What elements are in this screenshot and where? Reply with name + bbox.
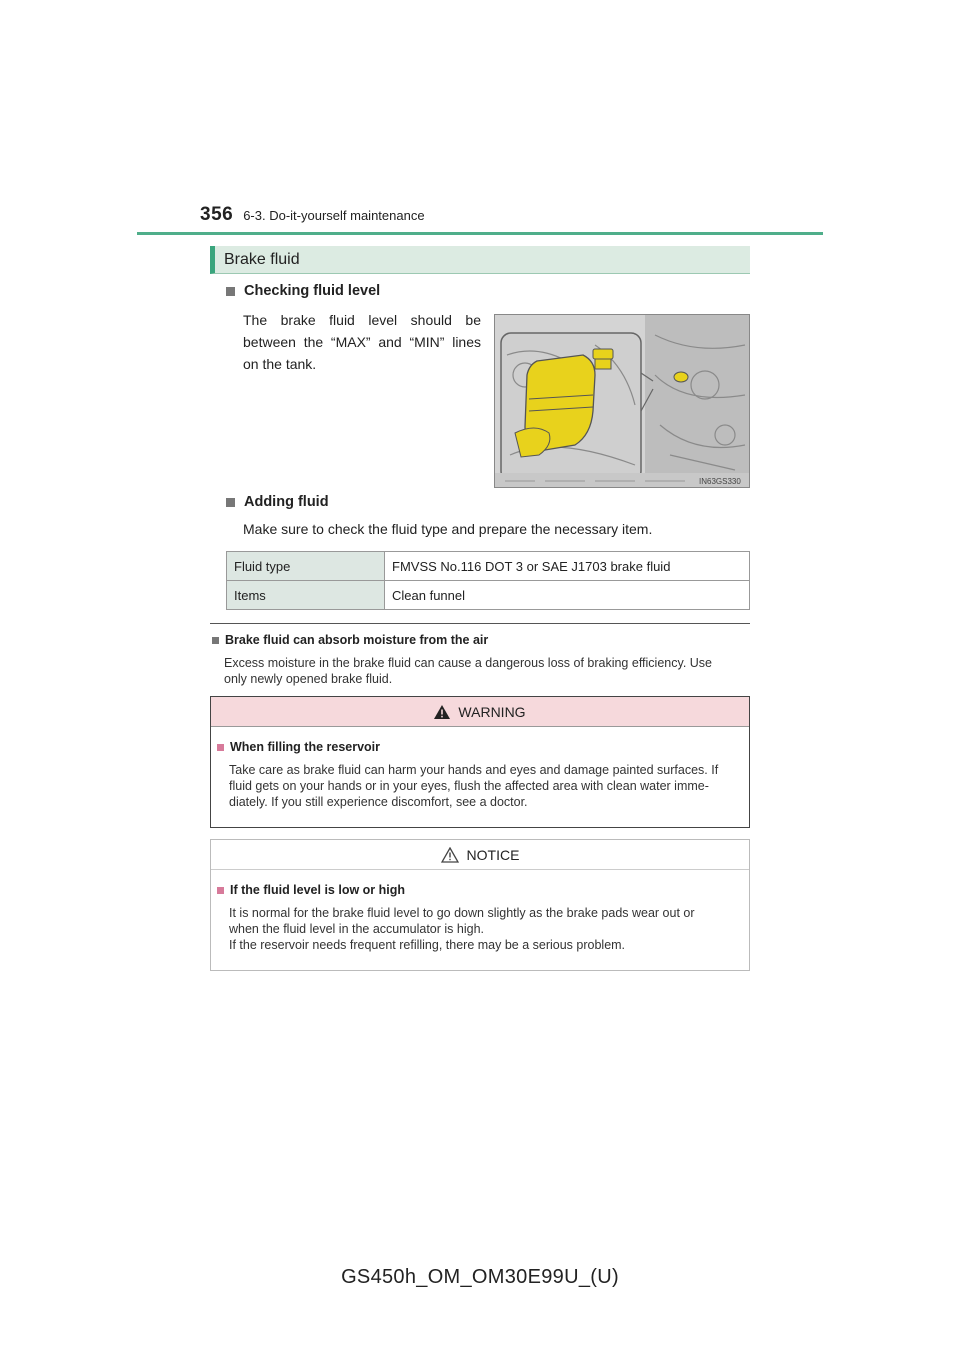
warning-text-line: Take care as brake fluid can harm your hands and eyes and damage painted surfaces. If xyxy=(229,763,719,777)
notice-triangle-icon xyxy=(441,847,459,863)
bullet-square-icon xyxy=(212,637,219,644)
checking-text-line: The brake fluid level should be xyxy=(243,312,481,328)
notes-divider xyxy=(210,623,750,624)
notice-header xyxy=(211,840,749,870)
warning-triangle-icon xyxy=(434,705,450,719)
table-row-value: FMVSS No.116 DOT 3 or SAE J1703 brake fluid xyxy=(385,552,750,581)
bullet-square-icon xyxy=(226,287,235,296)
notice-text-line: when the fluid level in the accumulator is high. xyxy=(229,922,485,936)
note-heading xyxy=(212,633,488,647)
table-row xyxy=(227,552,750,581)
section-title-bar xyxy=(210,246,750,274)
page-header xyxy=(200,204,425,226)
figure-code: IN63GS330 xyxy=(699,477,741,486)
note-text-line: only newly opened brake fluid. xyxy=(224,672,393,686)
notice-heading-text: If the fluid level is low or high xyxy=(230,883,406,897)
notice-text-line: If the reservoir needs frequent refilling, there may be a serious problem. xyxy=(229,938,626,952)
header-rule xyxy=(137,232,823,235)
warning-text-line: fluid gets on your hands or in your eyes, flush the affected area with clean water imme- xyxy=(229,779,709,793)
table-row xyxy=(227,581,750,610)
warning-box xyxy=(210,696,750,828)
section-path: 6-3. Do-it-yourself maintenance xyxy=(243,208,425,223)
checking-text-line: on the tank. xyxy=(243,356,317,372)
checking-heading-text: Checking fluid level xyxy=(244,283,381,299)
bullet-square-icon xyxy=(217,744,224,751)
adding-heading xyxy=(226,494,329,510)
note-text-line: Excess moisture in the brake fluid can cause a dangerous loss of braking efficiency. Use xyxy=(224,656,712,670)
brake-reservoir-figure xyxy=(494,314,750,488)
checking-text-line: between the “MAX” and “MIN” lines xyxy=(243,334,481,350)
warning-text xyxy=(229,762,745,810)
engine-bay-illustration xyxy=(495,315,750,488)
bullet-square-icon xyxy=(226,498,235,507)
fluid-table xyxy=(226,551,750,610)
table-row-value: Clean funnel xyxy=(385,581,750,610)
table-row-label: Items xyxy=(227,581,385,610)
notice-box xyxy=(210,839,750,971)
notice-text-line: It is normal for the brake fluid level to go down slightly as the brake pads wear out or xyxy=(229,906,695,920)
adding-text: Make sure to check the fluid type and prepare the necessary item. xyxy=(243,521,653,537)
warning-heading-text: When filling the reservoir xyxy=(230,740,381,754)
section-title: Brake fluid xyxy=(224,251,300,268)
adding-heading-text: Adding fluid xyxy=(244,494,329,510)
warning-title: WARNING xyxy=(458,703,526,720)
bullet-square-icon xyxy=(217,887,224,894)
notice-text xyxy=(229,905,745,953)
table-row-label: Fluid type xyxy=(227,552,385,581)
checking-text xyxy=(243,309,481,375)
notice-title: NOTICE xyxy=(466,846,520,863)
checking-heading xyxy=(226,283,380,299)
warning-header xyxy=(211,697,749,727)
page-number: 356 xyxy=(200,204,234,225)
warning-heading xyxy=(217,740,380,754)
note-text xyxy=(224,655,750,687)
note-heading-text: Brake fluid can absorb moisture from the air xyxy=(225,633,489,647)
footer-document-code: GS450h_OM_OM30E99U_(U) xyxy=(341,1266,619,1288)
warning-text-line: diately. If you still experience discomfort, see a doctor. xyxy=(229,795,528,809)
notice-heading xyxy=(217,883,405,897)
